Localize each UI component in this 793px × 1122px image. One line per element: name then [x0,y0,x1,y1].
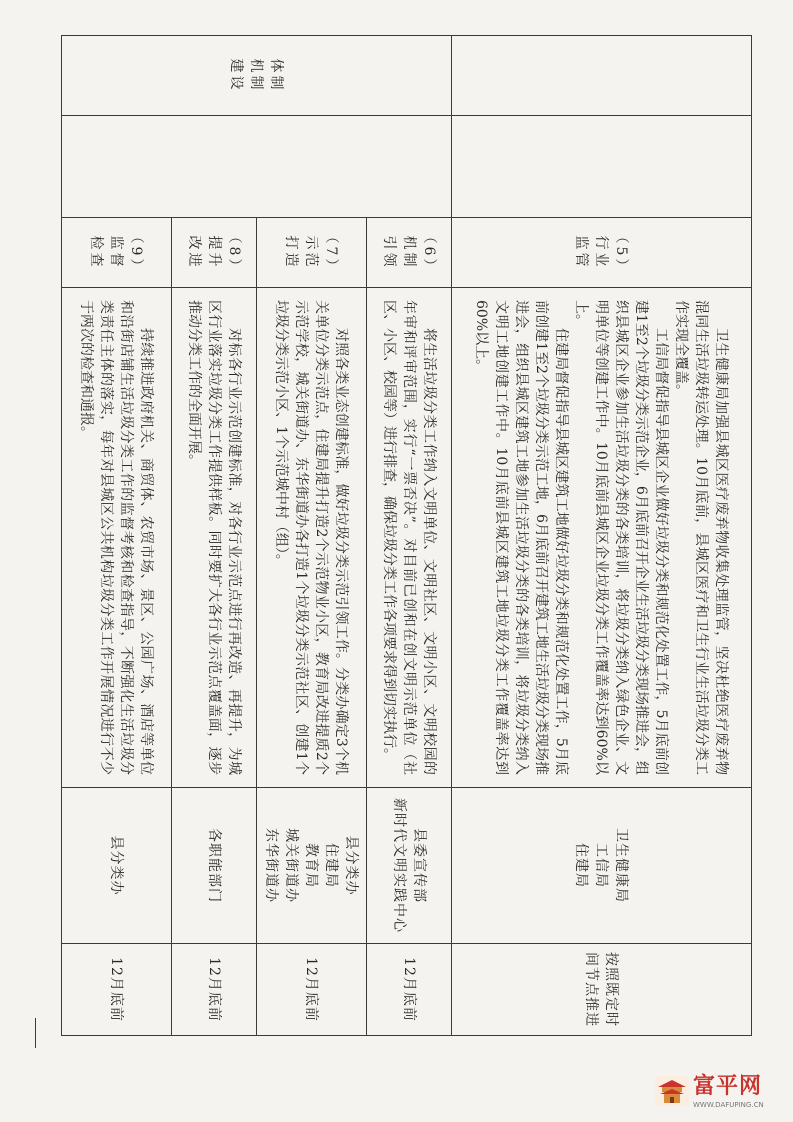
watermark-name: 富平网 [693,1074,763,1099]
content-paragraph: 卫生健康局加强县城区医疗废弃物收集处理监管，坚决杜绝医疗废弃物混同生活垃圾转运处理。10月底前，县城区医疗和卫生行业生活垃圾分类工作实现全覆盖。 [673,300,730,775]
margin-dash [35,1018,36,1048]
row-number: （7） [323,229,340,276]
row-title: 监督 检查 [88,235,125,270]
pagoda-icon [655,1076,689,1106]
row-number: （6） [421,229,437,276]
deadline: 按照既定时 间节点推进 [452,944,752,1036]
table-row [452,36,752,1036]
responsible-department: 县分类办 住建局 教育局 城关街道办 东华街道办 [257,788,367,944]
responsible-department: 县分类办 [62,788,172,944]
responsible-department: 各职能部门 [172,788,257,944]
content-paragraph: 对标各行业示范创建标准，对各行业示范点进行再改造、再提升，为城区行业落实垃圾分类工作提供样板。同时要扩大各行业示范点覆盖面，逐步推动分类工作的全面开展。 [186,300,242,775]
category-label: 体制 机制 建设 [228,58,285,93]
row-title: 示范 打造 [283,235,320,270]
watermark-url: WWW.DAFUPING.CN [693,1101,764,1109]
deadline: 12月底前 [172,944,257,1036]
category-cell-top [452,36,752,116]
category-cell-spacer [62,116,452,218]
category-cell-spacer [452,116,752,218]
responsible-department: 县委宣传部 新时代文明实践中心 [367,788,452,944]
row-title-cell [452,218,752,288]
row-title: 提升 改进 [186,235,222,270]
row-title-cell [62,218,172,288]
work-plan-table [61,35,752,1036]
deadline: 12月底前 [62,944,172,1036]
deadline: 12月底前 [257,944,367,1036]
content-paragraph: 对照各类业态创建标准，做好垃圾分类示范引领工作。分类办确定3个机关单位分类示范点，住建局提升打造2个示范物业小区，教育局改进提质2个示范学校，城关街道办、东华街道办各打造1个垃圾分类示范社区、创建1个垃圾分类示范小区、1个示范城中村（组）。 [273,300,350,775]
row-title-cell [172,218,257,288]
row-number: （9） [128,229,145,276]
row-title-cell [257,218,367,288]
content-paragraph: 工信局督促指导县城区企业做好垃圾分类和规范化处置工作，5月底前创建1至2个垃圾分类示范企业，6月底前召开企业生活垃圾分类现场推进会，组织县城区企业参加生活垃圾分类的各类培训，将垃圾分类纳入绿色企业、文明单位等创建工作中。10月底前县城区企业垃圾分类工作覆盖率达到60%以上。 [573,300,670,775]
rotated-page [62,35,752,1035]
row-content [257,288,367,788]
table-row [367,36,452,1036]
row-number: （5） [613,229,630,276]
watermark-logo[interactable] [655,1074,785,1114]
row-content [367,288,452,788]
row-title: 机制 引领 [381,235,417,270]
category-cell [62,36,452,116]
row-content [172,288,257,788]
row-content [62,288,172,788]
row-number: （8） [226,229,242,276]
row-content [452,288,752,788]
responsible-department: 卫生健康局 工信局 住建局 [452,788,752,944]
row-title: 行业 监管 [573,235,610,270]
content-paragraph: 将生活垃圾分类工作纳入文明单位、文明社区、文明小区、文明校园的年审和评审范围，实行“一票否决”。对目前已创和在创文明示范单位（社区、小区、校园等）进行排查，确保垃圾分类工作各项要求得到切实执行。 [381,300,437,775]
content-paragraph: 持续推进政府机关、商贸体、农贸市场、景区、公园广场、酒店等单位和沿街店铺生活垃圾分类工作的监督考核和检查指导，不断强化生活垃圾分类责任主体的落实，每年对县城区公共机构垃圾分类工作开展情况进行不少于两次的检查和通报。 [78,300,155,775]
content-paragraph: 住建局督促指导县城区建筑工地做好垃圾分类和规范化处置工作，5月底前创建1至2个垃圾分类示范工地，6月底前召开建筑工地生活垃圾分类现场推进会，组织县城区建筑工地参加生活垃圾分类的各类培训，将垃圾分类纳入文明工地创建工作中。10月底前县城区建筑工地垃圾分类工作覆盖率达到60%以上。 [473,300,570,775]
row-title-cell [367,218,452,288]
deadline: 12月底前 [367,944,452,1036]
